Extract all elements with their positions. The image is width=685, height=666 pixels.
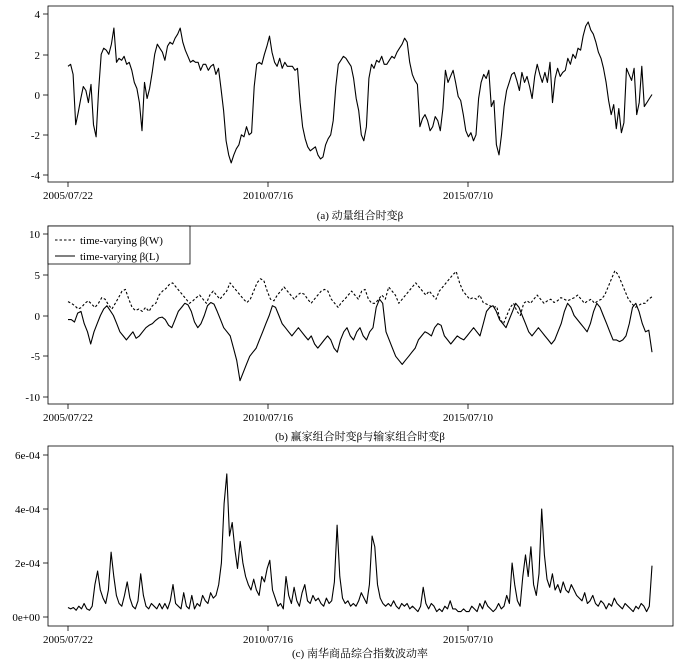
x-tick-label: 2015/07/10 [442,412,494,424]
y-tick-label: 0e+00 [12,612,40,624]
panel-a-x-axis [43,182,494,202]
series-line-w [68,271,652,324]
x-tick-label: 2005/07/22 [42,634,94,646]
panel-a-series [68,22,652,163]
y-tick-label: 6e-04 [14,450,40,462]
x-tick-label: 2005/07/22 [42,190,94,202]
panel-b-series [68,271,652,381]
y-tick-label: 4 [34,9,40,21]
legend [48,226,190,264]
series-line-l [68,299,652,381]
y-tick-label: -5 [30,351,40,363]
x-tick-label: 2010/07/16 [242,412,294,424]
legend-label-w: time-varying β(W) [80,235,163,247]
panel-a-frame [48,6,673,182]
series-line-1 [68,22,652,163]
y-tick-label: -4 [30,170,40,182]
panel-c-frame [48,446,673,626]
x-tick-label: 2015/07/10 [442,190,494,202]
x-tick-label: 2015/07/10 [442,634,494,646]
panel-c [12,446,673,660]
panel-c-x-axis [43,626,494,646]
y-tick-label: -10 [25,392,40,404]
panel-c-caption: (c) 南华商品综合指数波动率 [292,648,428,660]
panel-a [31,6,673,222]
panel-a-caption: (a) 动量组合时变β [316,210,404,222]
legend-label-l: time-varying β(L) [80,251,160,263]
y-tick-label: 0 [34,90,40,102]
y-tick-label: 0 [34,311,40,323]
panel-b-y-axis [25,229,48,404]
panel-c-series [68,474,652,612]
panel-b [25,226,673,443]
panel-a-y-axis [31,9,48,182]
y-tick-label: -2 [30,130,40,142]
y-tick-label: 10 [29,229,40,241]
x-tick-label: 2010/07/16 [242,634,294,646]
x-tick-label: 2005/07/22 [42,412,94,424]
panel-b-x-axis [43,404,494,424]
y-tick-label: 4e-04 [14,504,40,516]
y-tick-label: 2e-04 [14,558,40,570]
series-line-3 [68,474,652,612]
y-tick-label: 5 [34,270,40,282]
x-tick-label: 2010/07/16 [242,190,294,202]
panel-c-y-axis [12,450,48,624]
panel-b-caption: (b) 赢家组合时变β与输家组合时变β [275,431,445,443]
y-tick-label: 2 [34,50,40,62]
